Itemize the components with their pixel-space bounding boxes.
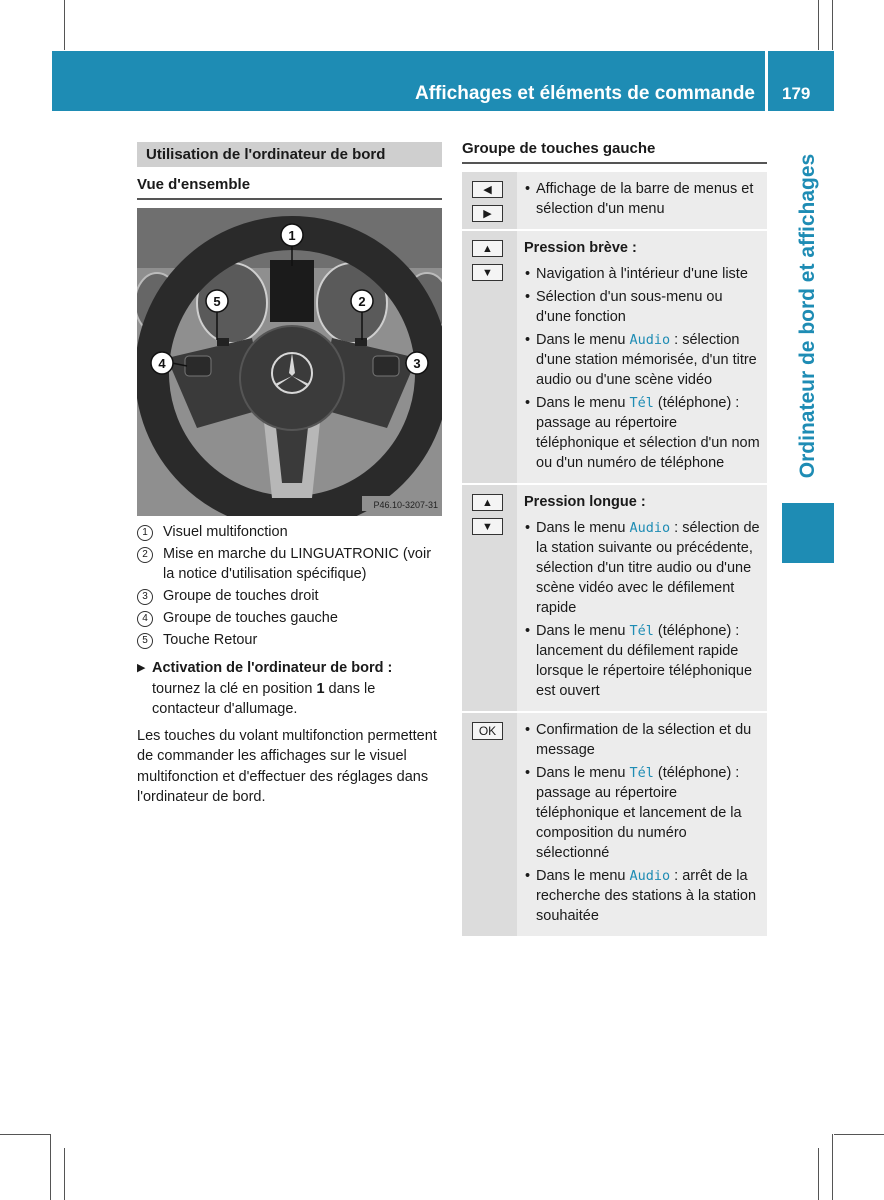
crop-mark [64, 1148, 65, 1200]
activation-key-position: 1 [316, 680, 325, 697]
bullet-text: : arrêt de la recherche des stations à la station souhaitée [536, 868, 757, 924]
bullet-text: Dans le menu [536, 520, 630, 536]
side-tab-marker [782, 503, 834, 563]
legend-text: Groupe de touches gauche [163, 610, 338, 626]
key-cell [462, 713, 517, 936]
list-item [524, 330, 761, 390]
bullet-text: Dans le menu [536, 332, 630, 348]
menu-name: Audio [629, 332, 671, 348]
header-title: Affichages et éléments de commande [415, 83, 755, 104]
bullet-text: Sélection d'un sous-menu ou d'une fonction [536, 289, 723, 325]
description-cell [517, 485, 767, 711]
crop-mark [818, 1148, 819, 1200]
list-item [524, 287, 761, 327]
intro-paragraph: Les touches du volant multifonction permettent de commander les affichages sur le visuel multifonction et d'effectuer des réglages dans l'ordinateur de bord. [137, 728, 437, 805]
list-item [524, 720, 761, 760]
triangle-right-icon: ▶ [137, 662, 146, 674]
legend-text: Touche Retour [163, 632, 258, 648]
legend-item [137, 630, 442, 650]
list-item [524, 763, 761, 863]
crop-mark [834, 1134, 884, 1135]
side-tab-text: Ordinateur de bord et affichages [796, 153, 819, 479]
crop-mark [832, 0, 833, 50]
legend-number: 1 [137, 525, 153, 541]
menu-name: Tél [629, 395, 654, 411]
left-arrow-key-icon: ◀ [472, 181, 503, 198]
key-cell [462, 485, 517, 711]
subheading: Vue d'ensemble [137, 176, 442, 200]
description-cell [517, 172, 767, 229]
menu-name: Audio [629, 520, 671, 536]
table-row [462, 483, 767, 711]
header-bar [52, 51, 765, 111]
svg-text:5: 5 [213, 294, 221, 309]
legend-number: 3 [137, 589, 153, 605]
list-item [524, 393, 761, 473]
legend-item [137, 544, 442, 584]
svg-text:2: 2 [358, 294, 366, 309]
legend-item [137, 586, 442, 606]
legend-number: 2 [137, 547, 153, 563]
down-arrow-key-icon: ▼ [472, 264, 503, 281]
crop-mark [64, 0, 65, 50]
legend-item [137, 608, 442, 628]
right-arrow-key-icon: ▶ [472, 205, 503, 222]
svg-text:3: 3 [413, 356, 421, 371]
crop-mark [818, 0, 819, 50]
svg-text:4: 4 [158, 356, 166, 371]
crop-mark [0, 1134, 50, 1135]
description-cell [517, 713, 767, 936]
legend-text: Visuel multifonction [163, 524, 288, 540]
list-item [524, 264, 761, 284]
menu-name: Tél [629, 765, 654, 781]
bullet-text: Affichage de la barre de menus et sélection d'un menu [536, 181, 754, 217]
bullet-text: : sélection d'une station mémorisée, d'un titre audio ou d'une scène vidéo [536, 332, 757, 388]
activation-label: Activation de l'ordinateur de bord : [152, 660, 393, 676]
right-heading: Groupe de touches gauche [462, 140, 767, 164]
crop-mark [50, 1134, 51, 1200]
press-type-label: Pression longue : [524, 494, 646, 510]
bullet-text: (téléphone) : lancement du défilement rapide lorsque le répertoire téléphonique est ouvert [536, 623, 753, 699]
bullet-text: Navigation à l'intérieur d'une liste [536, 266, 748, 282]
ok-key-icon: OK [472, 722, 503, 740]
down-arrow-key-icon: ▼ [472, 518, 503, 535]
menu-name: Tél [629, 623, 654, 639]
menu-name: Audio [629, 868, 671, 884]
bullet-text: Dans le menu [536, 868, 630, 884]
press-type-label: Pression brève : [524, 240, 637, 256]
bullet-text: Dans le menu [536, 623, 630, 639]
list-item [524, 866, 761, 926]
key-function-table [462, 172, 767, 936]
page-number-text: 179 [782, 84, 811, 103]
bullet-text: Dans le menu [536, 395, 630, 411]
key-cell [462, 231, 517, 483]
list-item [524, 179, 761, 219]
bullet-text: : sélection de la station suivante ou précédente, sélection d'un titre audio ou d'une scène vidéo avec le défilement rapide [536, 520, 760, 616]
activation-instruction [137, 658, 442, 720]
photo-reference: P46.10-3207-31 [373, 500, 438, 510]
table-row [462, 711, 767, 936]
bullet-text: (téléphone) : passage au répertoire téléphonique et sélection d'un nom ou d'un numéro de téléphone [536, 395, 760, 471]
list-item [524, 621, 761, 701]
legend-text: Mise en marche du LINGUATRONIC (voir la notice d'utilisation spécifique) [163, 546, 432, 582]
side-tab [782, 140, 834, 492]
table-row [462, 172, 767, 229]
legend-number: 4 [137, 611, 153, 627]
activation-text: dans le contacteur d'allumage. [152, 680, 376, 717]
description-cell [517, 231, 767, 483]
steering-wheel-photo [137, 208, 442, 516]
list-item [524, 518, 761, 618]
key-cell [462, 172, 517, 229]
legend-list [137, 522, 442, 652]
bullet-text: Dans le menu [536, 765, 630, 781]
up-arrow-key-icon: ▲ [472, 494, 503, 511]
bullet-text: (téléphone) : passage au répertoire téléphonique et lancement de la composition du numéro sélectionné [536, 765, 742, 861]
bullet-text: Confirmation de la sélection et du message [536, 722, 752, 758]
legend-text: Groupe de touches droit [163, 588, 319, 604]
up-arrow-key-icon: ▲ [472, 240, 503, 257]
crop-mark [832, 1134, 833, 1200]
activation-text: tournez la clé en position [152, 680, 317, 697]
section-title: Utilisation de l'ordinateur de bord [137, 142, 442, 167]
svg-text:1: 1 [288, 228, 296, 243]
legend-number: 5 [137, 633, 153, 649]
page-number [768, 51, 834, 111]
legend-item [137, 522, 442, 542]
table-row [462, 229, 767, 483]
steering-wheel-illustration [137, 208, 442, 516]
